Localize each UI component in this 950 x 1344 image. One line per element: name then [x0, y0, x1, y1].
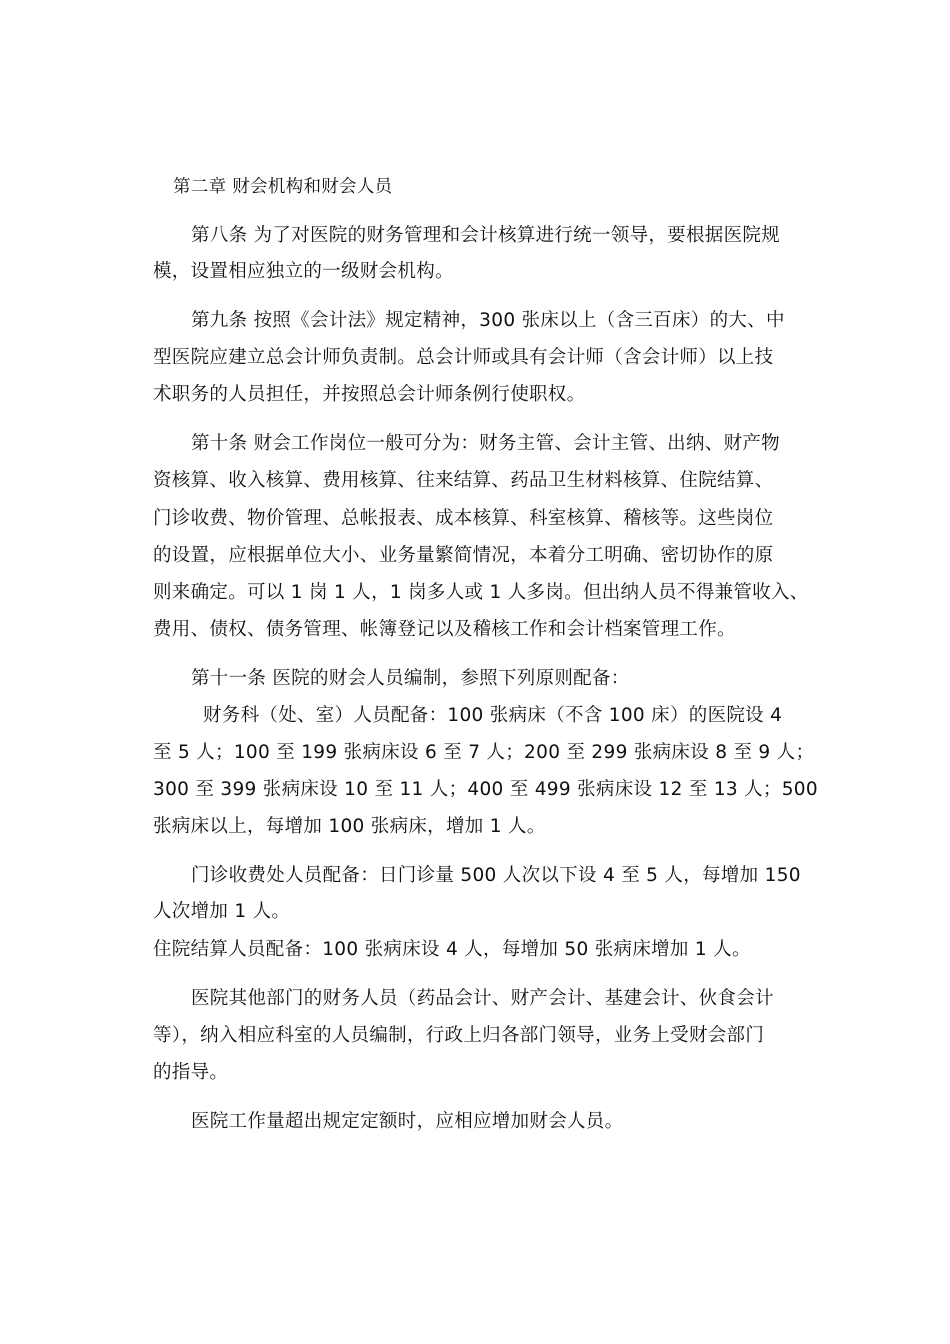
paragraph-line: 资核算、收入核算、费用核算、往来结算、药品卫生材料核算、住院结算、 [153, 470, 774, 491]
paragraph-line: 的指导。 [153, 1062, 229, 1083]
paragraph-line: 型医院应建立总会计师负责制。总会计师或具有会计师（含会计师）以上技 [153, 347, 774, 368]
paragraph-line: 术职务的人员担任，并按照总会计师条例行使职权。 [153, 384, 586, 405]
paragraph-line: 第十条 财会工作岗位一般可分为：财务主管、会计主管、出纳、财产物 [191, 433, 780, 454]
paragraph-line: 门诊收费、物价管理、总帐报表、成本核算、科室核算、稽核等。这些岗位 [153, 508, 774, 529]
paragraph-line: 至 5 人；100 至 199 张病床设 6 至 7 人；200 至 299 张病床设 8 至 9 人； [153, 742, 815, 763]
paragraph-line: 第十一条 医院的财会人员编制，参照下列原则配备： [191, 668, 630, 689]
paragraph-line: 的设置，应根据单位大小、业务量繁简情况，本着分工明确、密切协作的原 [153, 545, 774, 566]
paragraph-line: 张病床以上，每增加 100 张病床，增加 1 人。 [153, 816, 546, 837]
paragraph-line: 医院其他部门的财务人员（药品会计、财产会计、基建会计、伙食会计 [191, 988, 774, 1009]
chapter-title: 第二章 财会机构和财会人员 [173, 177, 393, 197]
paragraph-line: 则来确定。可以 1 岗 1 人，1 岗多人或 1 人多岗。但出纳人员不得兼管收入、 [153, 582, 809, 603]
paragraph-line: 人次增加 1 人。 [153, 901, 291, 922]
paragraph-line: 300 至 399 张病床设 10 至 11 人；400 至 499 张病床设 12 至 13 人；500 [153, 779, 818, 800]
paragraph-line: 第九条 按照《会计法》规定精神，300 张床以上（含三百床）的大、中 [191, 310, 785, 331]
paragraph-line: 费用、债权、债务管理、帐簿登记以及稽核工作和会计档案管理工作。 [153, 619, 736, 640]
paragraph-line: 门诊收费处人员配备：日门诊量 500 人次以下设 4 至 5 人，每增加 150 [191, 865, 801, 886]
paragraph-line: 财务科（处、室）人员配备：100 张病床（不含 100 床）的医院设 4 [203, 705, 783, 726]
paragraph-line: 模，设置相应独立的一级财会机构。 [153, 261, 454, 282]
paragraph-line: 第八条 为了对医院的财务管理和会计核算进行统一领导，要根据医院规 [191, 225, 780, 246]
paragraph-line: 等），纳入相应科室的人员编制，行政上归各部门领导，业务上受财会部门 [153, 1025, 765, 1046]
paragraph-line: 医院工作量超出规定定额时，应相应增加财会人员。 [191, 1111, 624, 1132]
paragraph-line: 住院结算人员配备：100 张病床设 4 人，每增加 50 张病床增加 1 人。 [153, 939, 751, 960]
